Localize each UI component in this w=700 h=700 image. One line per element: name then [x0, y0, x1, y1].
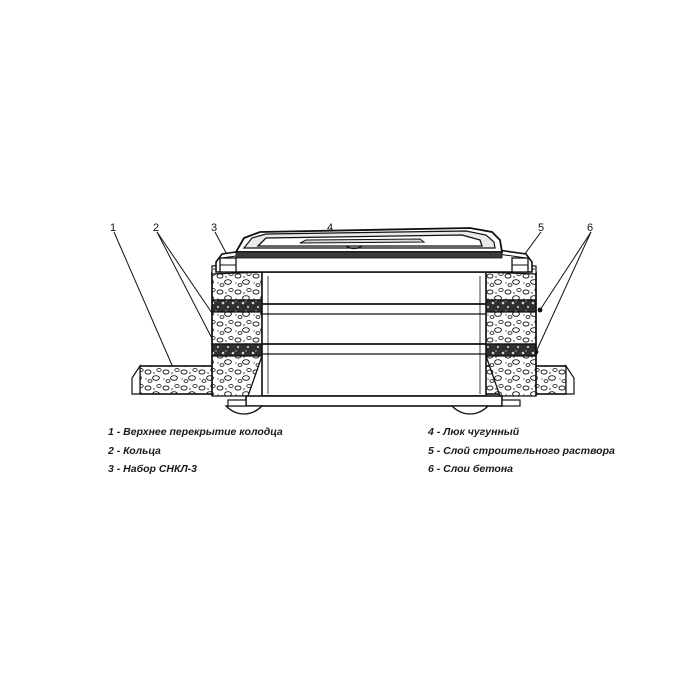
- shaft-base-slab: [226, 396, 520, 414]
- left-concrete-collar: [212, 272, 262, 396]
- legend: [108, 423, 615, 483]
- legend-item-1: 1 - Верхнее перекрытие колодца: [108, 426, 283, 438]
- right-concrete-collar: [486, 272, 536, 396]
- ground-pavement-left: [132, 366, 218, 394]
- callout-number-5: 5: [537, 222, 545, 234]
- well-shaft-body: [262, 272, 486, 396]
- callout-number-6: 6: [586, 222, 594, 234]
- callout-number-3: 3: [210, 222, 218, 234]
- legend-item-3: 3 - Набор СНКЛ-3: [108, 463, 198, 475]
- legend-item-4: 4 - Люк чугунный: [428, 426, 520, 438]
- cast-iron-hatch: [236, 228, 502, 252]
- callout-number-1: 1: [109, 222, 117, 234]
- legend-item-5: 5 - Слой строительного раствора: [428, 444, 615, 457]
- legend-column-right: [428, 423, 615, 479]
- legend-item-2: 2 - Кольца: [108, 444, 161, 457]
- legend-column-left: [108, 423, 283, 479]
- legend-item-6: 6 - Слои бетона: [428, 463, 514, 475]
- callout-number-2: 2: [152, 222, 160, 234]
- callout-number-4: 4: [326, 222, 334, 234]
- hatch-seat-shadow: [236, 252, 502, 258]
